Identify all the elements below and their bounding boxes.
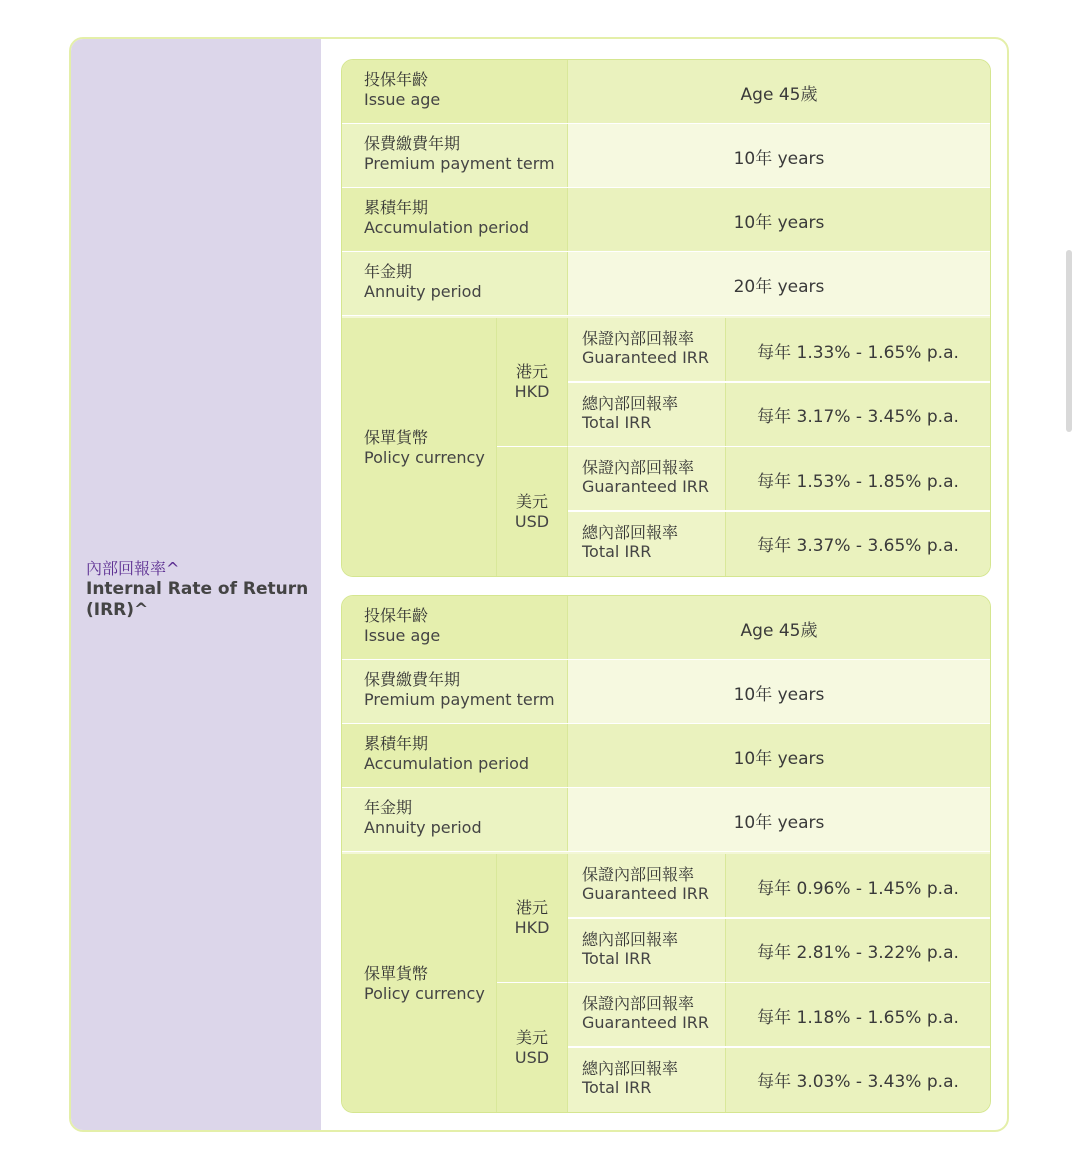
hkd-zh: 港元	[515, 898, 548, 917]
accumulation-label	[342, 188, 568, 252]
annuity-en: Annuity period	[364, 282, 482, 301]
accumulation-zh: 累積年期	[364, 198, 429, 217]
guaranteed-irr-label	[568, 447, 726, 512]
guaranteed-irr-label	[568, 854, 726, 919]
guaranteed-irr-en: Guaranteed IRR	[582, 1013, 710, 1032]
issue-age-value: Age 45歲	[568, 596, 990, 660]
policy-currency-en: Policy currency	[364, 984, 485, 1003]
issue-age-row	[342, 596, 990, 660]
total-irr-zh: 總內部回報率	[582, 522, 679, 542]
issue-age-value: Age 45歲	[568, 60, 990, 124]
annuity-en: Annuity period	[364, 818, 482, 837]
accumulation-en: Accumulation period	[364, 754, 530, 773]
hkd-guaranteed-irr-value: 每年 0.96% - 1.45% p.a.	[726, 854, 990, 919]
irr-section	[69, 37, 1009, 1132]
guaranteed-irr-zh: 保證內部回報率	[582, 865, 695, 884]
usd-guaranteed-irr-value: 每年 1.53% - 1.85% p.a.	[726, 447, 990, 512]
usd-total-irr-value: 每年 3.37% - 3.65% p.a.	[726, 512, 990, 577]
hkd-zh: 港元	[515, 362, 548, 381]
guaranteed-irr-label	[568, 983, 726, 1048]
annuity-zh: 年金期	[364, 262, 413, 281]
hkd-guaranteed-irr-row	[568, 854, 990, 919]
issue-age-en: Issue age	[364, 90, 441, 109]
annuity-row	[342, 788, 990, 852]
hkd-total-irr-value: 每年 2.81% - 3.22% p.a.	[726, 919, 990, 984]
guaranteed-irr-label	[568, 318, 726, 383]
accumulation-label	[342, 724, 568, 788]
guaranteed-irr-en: Guaranteed IRR	[582, 348, 710, 367]
accumulation-row	[342, 724, 990, 788]
premium-term-row	[342, 660, 990, 724]
total-irr-label	[568, 1048, 726, 1113]
premium-term-value: 10年 years	[568, 124, 990, 188]
accumulation-value: 10年 years	[568, 724, 990, 788]
usd-en: USD	[514, 1047, 550, 1067]
irr-label-zh: 內部回報率^	[86, 559, 180, 578]
currency-hkd	[497, 854, 568, 983]
guaranteed-irr-en: Guaranteed IRR	[582, 477, 710, 496]
total-irr-en: Total IRR	[582, 1077, 652, 1097]
premium-term-en: Premium payment term	[364, 154, 555, 173]
usd-guaranteed-irr-value: 每年 1.18% - 1.65% p.a.	[726, 983, 990, 1048]
issue-age-en: Issue age	[364, 626, 441, 645]
total-irr-en: Total IRR	[582, 948, 652, 968]
guaranteed-irr-zh: 保證內部回報率	[582, 329, 695, 348]
issue-age-label	[342, 60, 568, 124]
guaranteed-irr-zh: 保證內部回報率	[582, 458, 695, 477]
currency-hkd	[497, 318, 568, 447]
currency-usd	[497, 983, 568, 1112]
currency-usd	[497, 447, 568, 576]
total-irr-zh: 總內部回報率	[582, 929, 679, 949]
guaranteed-irr-zh: 保證內部回報率	[582, 994, 695, 1013]
annuity-value: 20年 years	[568, 252, 990, 316]
premium-term-en: Premium payment term	[364, 690, 555, 709]
issue-age-zh: 投保年齡	[364, 70, 429, 89]
hkd-total-irr-row	[568, 919, 990, 984]
hkd-total-irr-row	[568, 383, 990, 448]
annuity-label	[342, 252, 568, 316]
irr-table-1	[341, 59, 991, 577]
left-label-column	[71, 39, 321, 1130]
premium-term-zh: 保費繳費年期	[364, 670, 461, 689]
irr-label-en: Internal Rate of Return (IRR)^	[86, 579, 309, 620]
accumulation-zh: 累積年期	[364, 734, 429, 753]
issue-age-row	[342, 60, 990, 124]
hkd-total-irr-value: 每年 3.17% - 3.45% p.a.	[726, 383, 990, 448]
issue-age-label	[342, 596, 568, 660]
accumulation-row	[342, 188, 990, 252]
total-irr-label	[568, 919, 726, 984]
accumulation-en: Accumulation period	[364, 218, 530, 237]
hkd-en: HKD	[514, 918, 550, 937]
annuity-value: 10年 years	[568, 788, 990, 852]
annuity-row	[342, 252, 990, 316]
total-irr-zh: 總內部回報率	[582, 1058, 679, 1078]
policy-currency-en: Policy currency	[364, 448, 485, 467]
usd-en: USD	[514, 511, 550, 531]
premium-term-label	[342, 124, 568, 188]
usd-guaranteed-irr-row	[568, 983, 990, 1048]
policy-currency-label	[342, 854, 497, 1112]
hkd-guaranteed-irr-row	[568, 318, 990, 383]
policy-currency-zh: 保單貨幣	[364, 964, 429, 983]
policy-currency-block	[342, 318, 990, 576]
total-irr-zh: 總內部回報率	[582, 393, 679, 413]
hkd-guaranteed-irr-value: 每年 1.33% - 1.65% p.a.	[726, 318, 990, 383]
annuity-zh: 年金期	[364, 798, 413, 817]
usd-guaranteed-irr-row	[568, 447, 990, 512]
policy-currency-zh: 保單貨幣	[364, 428, 429, 447]
premium-term-zh: 保費繳費年期	[364, 134, 461, 153]
accumulation-value: 10年 years	[568, 188, 990, 252]
issue-age-zh: 投保年齡	[364, 606, 429, 625]
premium-term-row	[342, 124, 990, 188]
irr-table-2	[341, 595, 991, 1113]
guaranteed-irr-en: Guaranteed IRR	[582, 884, 710, 903]
policy-currency-label	[342, 318, 497, 576]
annuity-label	[342, 788, 568, 852]
premium-term-value: 10年 years	[568, 660, 990, 724]
usd-total-irr-row	[568, 1048, 990, 1113]
hkd-en: HKD	[514, 382, 550, 401]
total-irr-en: Total IRR	[582, 412, 652, 432]
policy-currency-block	[342, 854, 990, 1112]
usd-zh: 美元	[515, 1027, 548, 1047]
usd-total-irr-value: 每年 3.03% - 3.43% p.a.	[726, 1048, 990, 1113]
premium-term-label	[342, 660, 568, 724]
usd-zh: 美元	[515, 491, 548, 511]
irr-label	[86, 559, 316, 621]
usd-total-irr-row	[568, 512, 990, 577]
total-irr-en: Total IRR	[582, 541, 652, 561]
total-irr-label	[568, 383, 726, 448]
total-irr-label	[568, 512, 726, 577]
scrollbar[interactable]	[1066, 250, 1072, 432]
